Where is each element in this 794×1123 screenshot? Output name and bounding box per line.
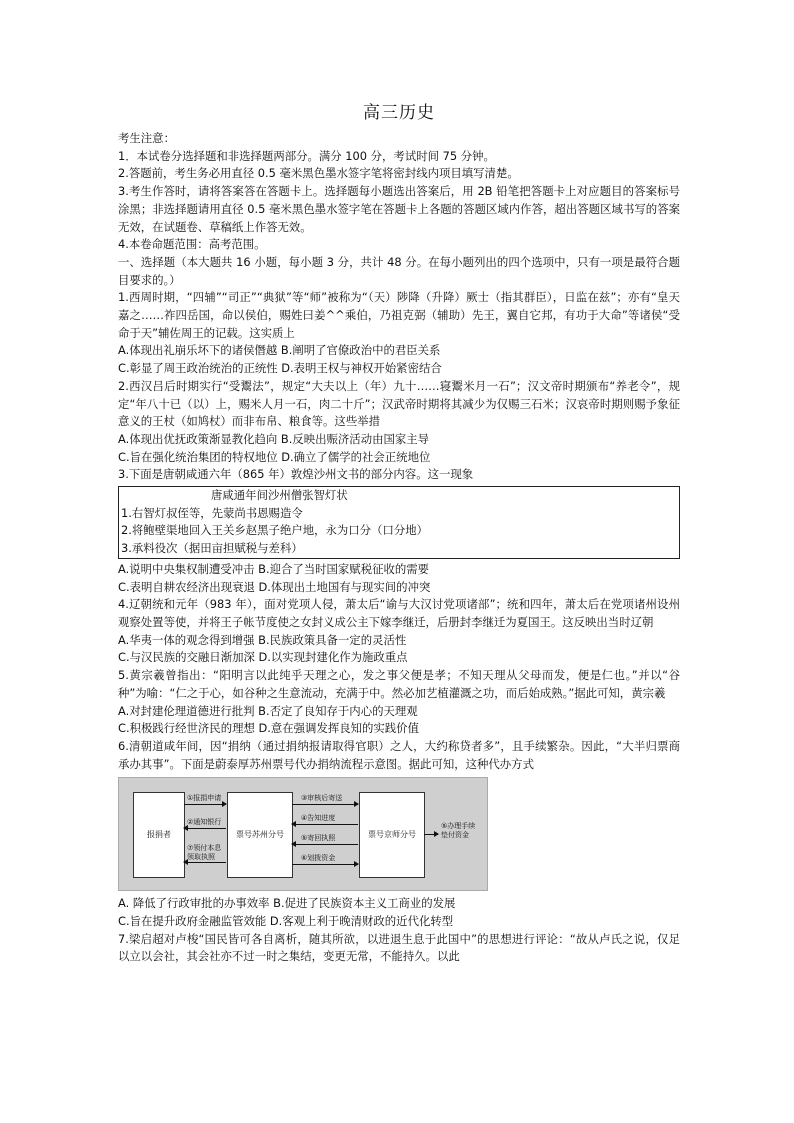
label-step4: ④告知进度 (301, 814, 336, 823)
question-2-option-cd: C.旨在强化统治集团的特权地位 D.确立了儒学的社会正统地位 (118, 449, 431, 464)
section-heading: 一、选择题（本大题共 16 小题，每小题 3 分，共计 48 分。在每小题列出的四个选项中，只有一项是最符合题目要求的。） (118, 254, 680, 287)
label-step7: ⑦领付本息 领取执照 (187, 844, 222, 862)
applicant-box: 报捐者 (133, 792, 185, 878)
notice-2: 2.答题前，考生务必用直径 0.5 毫米黑色墨水签字笔将密封线内项目填写清楚。 (118, 166, 519, 181)
question-3-stem: 3.下面是唐朝咸通六年（865 年）敦煌沙州文书的部分内容。这一现象 (118, 467, 474, 482)
document-excerpt-box (118, 486, 680, 559)
question-1-option-ab: A.体现出礼崩乐坏下的诸侯僭越 B.阐明了官僚政治中的君臣关系 (118, 343, 441, 358)
question-3-option-cd: C.表明自耕农经济出现衰退 D.体现出土地国有与现实间的冲突 (118, 579, 431, 594)
label-step6: ⑥划拨资金 (301, 854, 336, 863)
question-4-option-ab: A.华夷一体的观念得到增强 B.民族政策具备一定的灵活性 (118, 632, 407, 647)
question-5-stem: 5.黄宗羲曾指出：“阳明言以此纯乎天理之心，发之事父便是孝；不知天理从父母而发，便是仁也。”并以“谷种”为喻：“仁之于心，如谷种之生意流动，充满于中。然必加艺植灌溉之功，而后始成熟。”据此可知，黄宗羲 (118, 668, 680, 700)
label-step2: ②通知银行 (187, 818, 222, 827)
question-4-option-cd: C.与汉民族的交融日渐加深 D.以实现封建化作为施政重点 (118, 650, 408, 665)
page-title: 高三历史 (363, 103, 435, 123)
question-2-stem: 2.西汉吕后时期实行“受鬻法”，规定“大夫以上（年）九十……寝鬻米月一石”；汉文帝时期颁布“养老令”，规定“年八十已（以）上，赐米人月一石，肉二十斤”；汉武帝时期将其减少为仅赐三石米；汉哀帝时期则赐予象征意义的王杖（如鸠杖）而非布帛、粮食等。这些举措 (118, 378, 680, 429)
question-3-option-ab: A.说明中央集权制遭受冲击 B.迎合了当时国家赋税征收的需要 (118, 561, 430, 576)
arrow-step4 (292, 824, 358, 825)
arrow-office (424, 834, 438, 835)
notice-1: 1．本试卷分选择题和非选择题两部分。满分 100 分，考试时间 75 分钟。 (118, 148, 495, 163)
question-4-stem: 4.辽朝统和元年（983 年），面对党项人侵，萧太后“谕与大汉讨党项诸部”；统和四年，萧太后在党项诸州设州观察处置等使，并将王子帐节度使之女封义成公主下嫁李继迁，后册封李继迁为夏国王。这反映出当时辽朝 (118, 597, 680, 629)
excerpt-line-1: 1.右智灯叔侄等，先蒙尚书恩赐造令 (121, 505, 303, 520)
question-5-option-ab: A.对封建伦理道德进行批判 B.否定了良知存于内心的天理观 (118, 703, 418, 718)
label-office-note: ⑤办理手续 垫付资金 (441, 822, 476, 840)
label-step1: ①报捐申请 (187, 794, 222, 803)
exam-content (118, 102, 680, 966)
arrow-step6 (292, 864, 358, 865)
question-5-option-cd: C.积极践行经世济民的理想 D.意在强调发挥良知的实践价值 (118, 721, 419, 736)
question-7-stem: 7.梁启超对卢梭“国民皆可各自离析，随其所欲，以进退生息于此国中”的思想进行评论：“故从卢氏之说，仅足以立以会社，其会社亦不过一时之集结，变更无常，不能持久。以此 (118, 931, 680, 964)
excerpt-line-3: 3.承料役次（据田亩担赋税与差科） (121, 541, 303, 556)
beijing-branch-box: 票号京师分号 (359, 792, 425, 878)
arrow-step7 (184, 862, 226, 863)
question-6-stem: 6.清朝道咸年间，因“捐纳（通过捐纳报请取得官职）之人，大约称贷者多”，且手续繁杂。因此，“大半归票商承办其事”。下面是蔚泰厚苏州票号代办捐纳流程示意图。据此可知，这种代办方式 (118, 738, 680, 771)
question-6-option-cd: C.旨在提升政府金融监管效能 D.客观上利于晚清财政的近代化转型 (118, 914, 454, 929)
arrow-step1 (184, 804, 226, 805)
arrow-step5 (292, 844, 358, 845)
question-1-stem: 1.西周时期，“四辅”“司正”“典狱”等“师”被称为“（天）陟降（升降）厥士（指其群臣），日监在兹”；亦有“皇天嘉之……祚四岳国，命以侯伯，赐姓曰姜^^乘伯，乃祖克弼（辅助）先王，翼自它邦，有功于大命”等诸侯“受命于天”辅佐周王的记载。这实质上 (118, 290, 680, 340)
question-6-option-ab: A. 降低了行政审批的办事效率 B.促进了民族资本主义工商业的发展 (118, 896, 456, 911)
question-2-option-ab: A.体现出优抚政策渐显教化趋向 B.反映出赈济活动由国家主导 (118, 431, 430, 446)
notice-4: 4.本卷命题范围：高考范围。 (118, 237, 266, 252)
suzhou-branch-box: 票号苏州分号 (227, 792, 293, 878)
label-step3: ③审核后寄送 (301, 794, 343, 803)
question-1-option-cd: C.彰显了周王政治统治的正统性 D.表明王权与神权开始紧密结合 (118, 361, 442, 376)
process-flow-diagram (118, 777, 488, 891)
notice-heading: 考生注意： (118, 131, 175, 145)
excerpt-title: 唐咸通年间沙州僧张智灯状 (211, 488, 348, 503)
arrow-step3 (292, 804, 358, 805)
arrow-step2 (184, 828, 226, 829)
notice-3: 3.考生作答时，请将答案答在答题卡上。选择题每小题选出答案后，用 2B 铅笔把答题卡上对应题目的答案标号涂黑；非选择题请用直径 0.5 毫米黑色墨水签字笔在答题卡上各题的答题区域内作答，超出答题区域书写的答案无效，在试题卷、草稿纸上作答无效。 (118, 184, 680, 234)
excerpt-line-2: 2.将鲍壁渠地回入王关乡赵黑子绝户地，永为口分（口分地） (121, 523, 429, 538)
label-step5: ⑤寄回执照 (301, 834, 336, 843)
